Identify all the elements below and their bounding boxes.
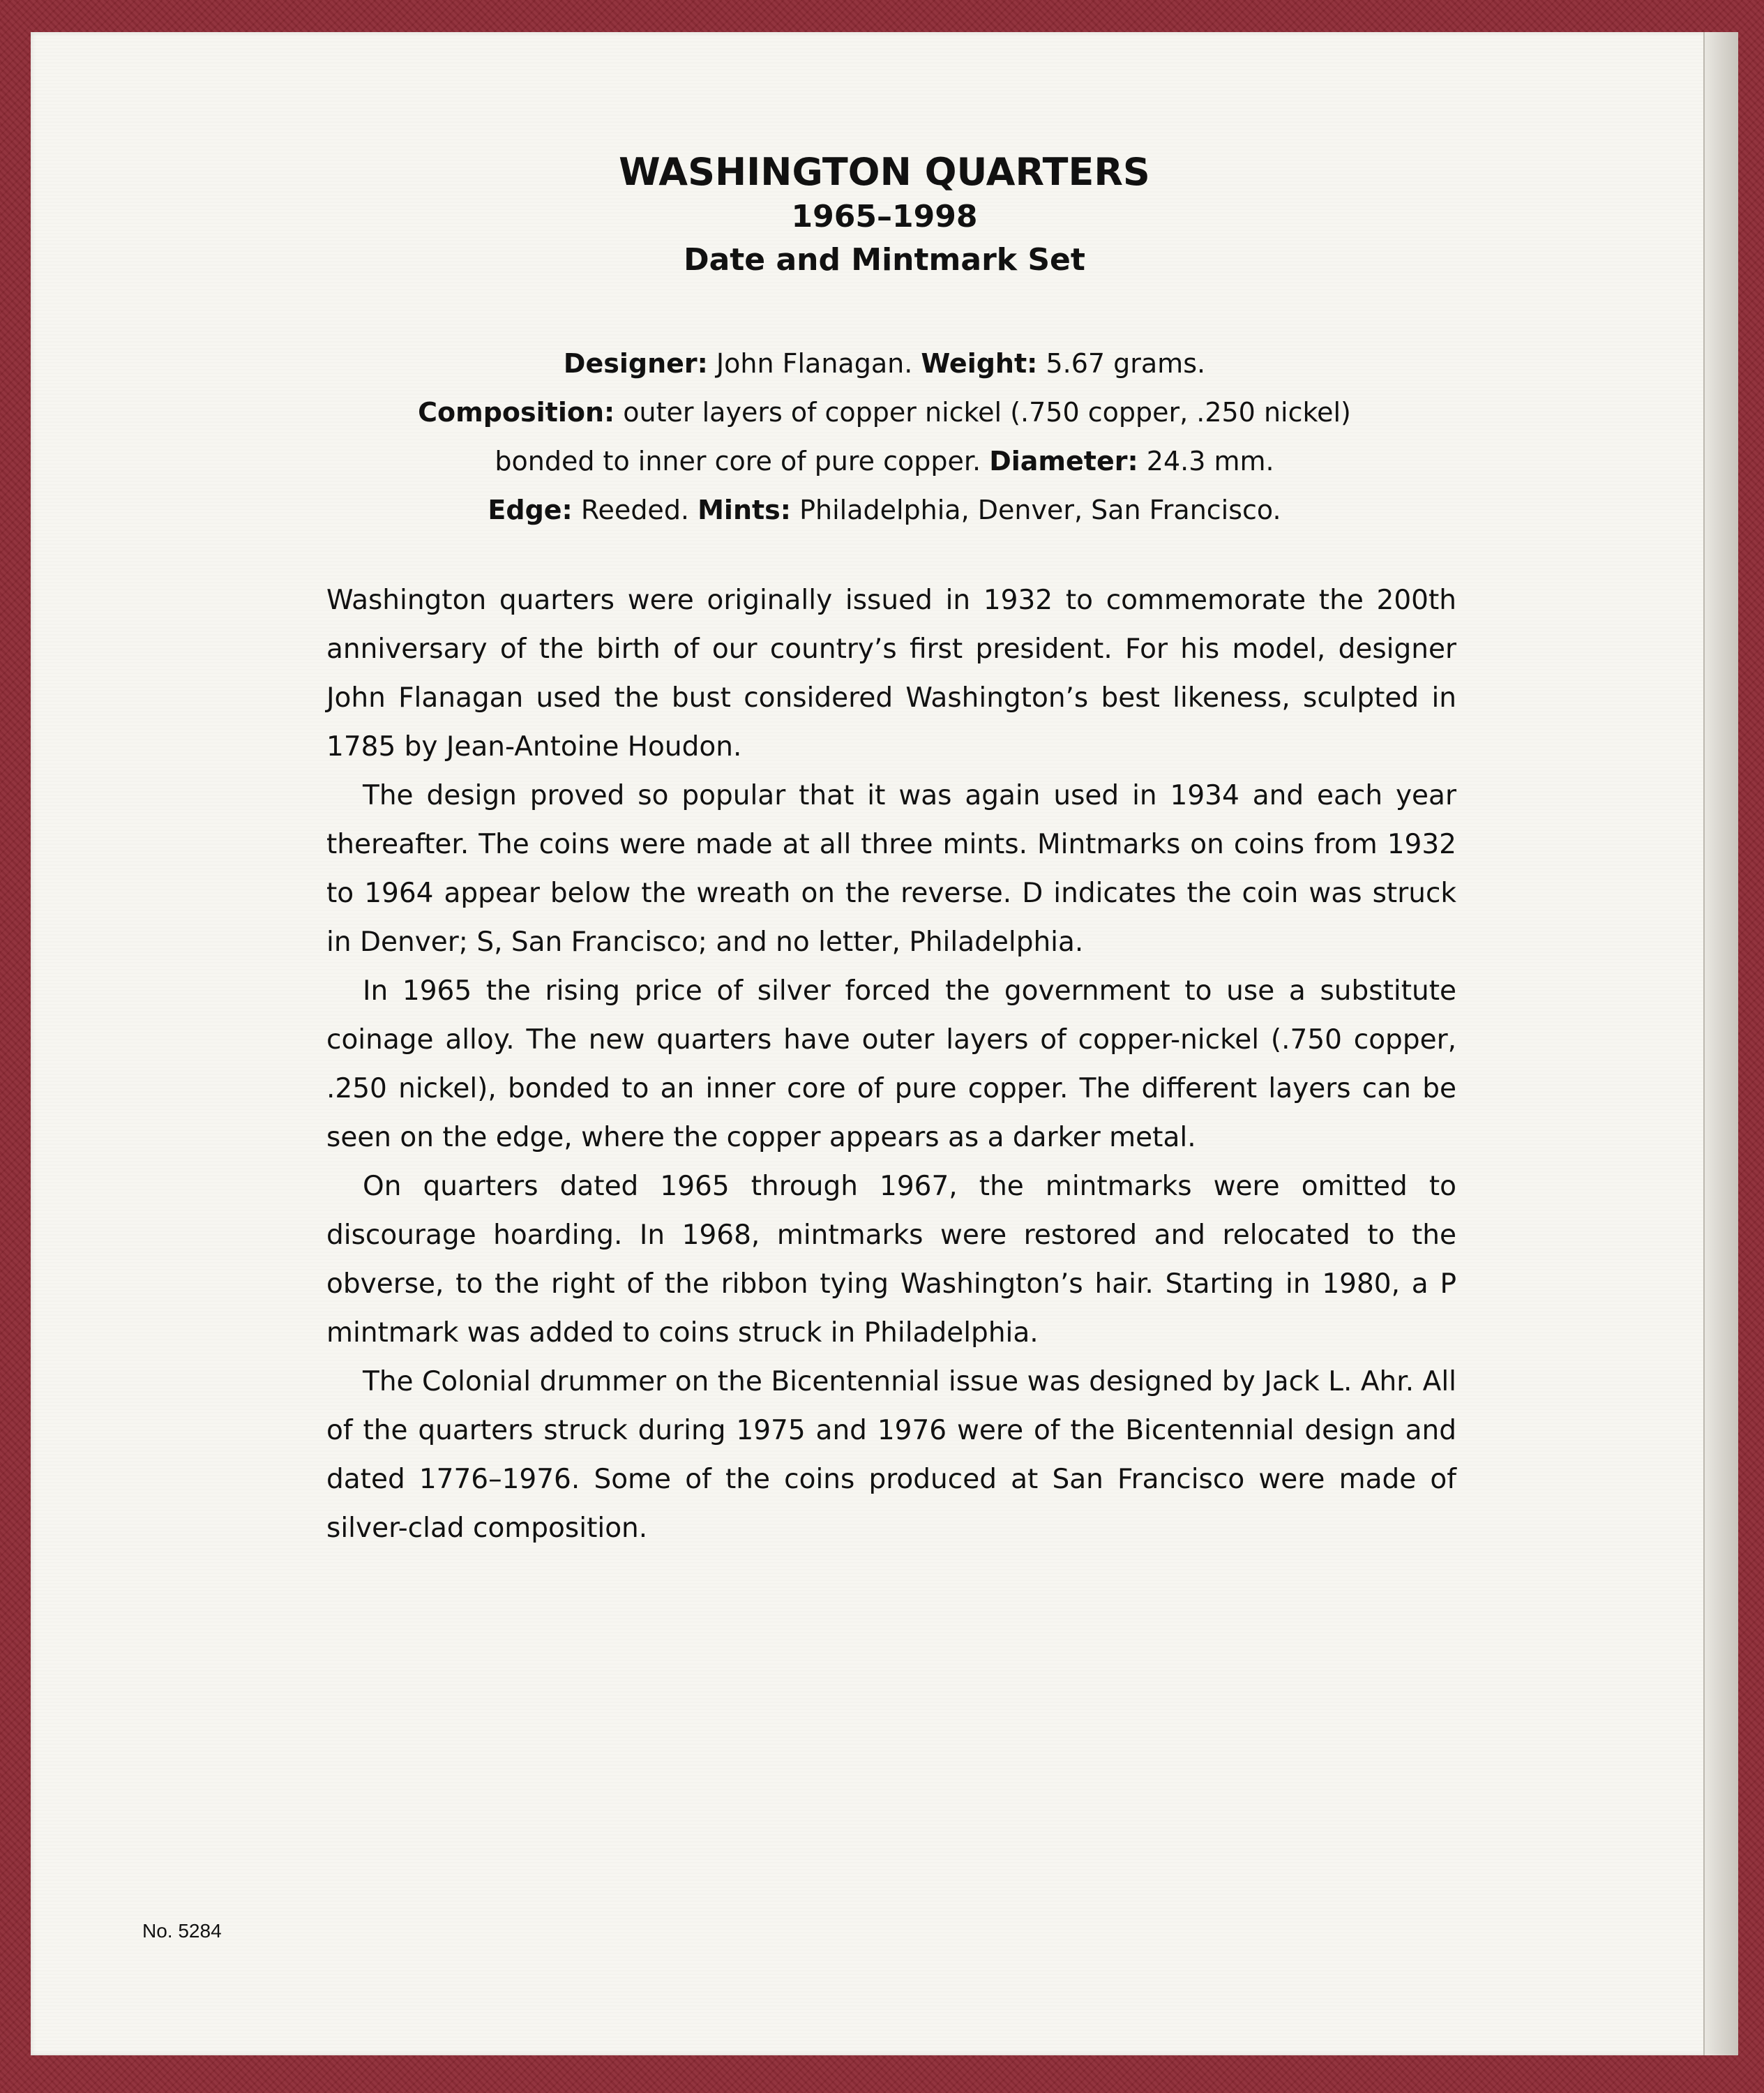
weight-value: 5.67 grams. [1046,348,1206,379]
diameter-value: 24.3 mm. [1146,446,1274,477]
paragraph: Washington quarters were originally issued in 1932 to commemorate the 200th anniversary of the birth of our country’s first president. For his model, designer John Flanagan used the bust considered Washington’s best likeness, sculpted in 1785 by Jean-Antoine Houdon. [326,585,1456,763]
composition-value-1: outer layers of copper nickel (.750 copper, .250 nickel) [623,397,1351,428]
paragraph: On quarters dated 1965 through 1967, the mintmarks were omitted to discourage hoarding. In 1968, mintmarks were restored and relocated to the obverse, to the right of the ribbon tying Washington’s hair. Starting in 1980, a P mintmark was added to coins struck in Philadelphia. [326,1171,1456,1349]
set-name-subtitle: Date and Mintmark Set [684,242,1085,278]
weight-label: Weight: [921,348,1038,379]
years-subtitle: 1965–1998 [791,199,978,234]
paragraph: The design proved so popular that it was again used in 1934 and each year thereafter. The coins were made at all three mints. Mintmarks on coins from 1932 to 1964 appear below the wreath on the reverse. D indicates the coin was struck in Denver; S, San Francisco; and no letter, Philadelphia. [326,780,1456,958]
composition-label: Composition: [418,397,615,428]
composition-value-2: bonded to inner core of pure copper. [495,446,981,477]
spec-line-1 [31,339,1738,388]
history-text [326,576,1456,1553]
catalog-number: No. 5284 [142,1920,222,1942]
heading-block [31,149,1738,282]
paragraph: In 1965 the rising price of silver forced the government to use a substitute coinage alloy. The new quarters have outer layers of copper-nickel (.750 copper, .250 nickel), bonded to an inner core of pure copper. The different layers can be seen on the edge, where the copper appears as a darker metal. [326,975,1456,1153]
spec-line-2 [31,388,1738,437]
edge-value: Reeded. [580,495,690,525]
page-edge [1703,32,1738,2055]
page-title: WASHINGTON QUARTERS [619,150,1150,194]
diameter-label: Diameter: [989,446,1138,477]
spec-line-3 [31,437,1738,486]
specifications-block [31,339,1738,534]
mints-value: Philadelphia, Denver, San Francisco. [799,495,1281,525]
mints-label: Mints: [698,495,791,525]
inside-cover-page [31,32,1738,2055]
designer-label: Designer: [563,348,708,379]
edge-label: Edge: [488,495,573,525]
designer-value: John Flanagan. [716,348,913,379]
spec-line-4 [31,486,1738,534]
paragraph: The Colonial drummer on the Bicentennial issue was designed by Jack L. Ahr. All of the quarters struck during 1975 and 1976 were of the Bicentennial design and dated 1776–1976. Some of the coins produced at San Francisco were made of silver-clad composition. [326,1366,1456,1544]
